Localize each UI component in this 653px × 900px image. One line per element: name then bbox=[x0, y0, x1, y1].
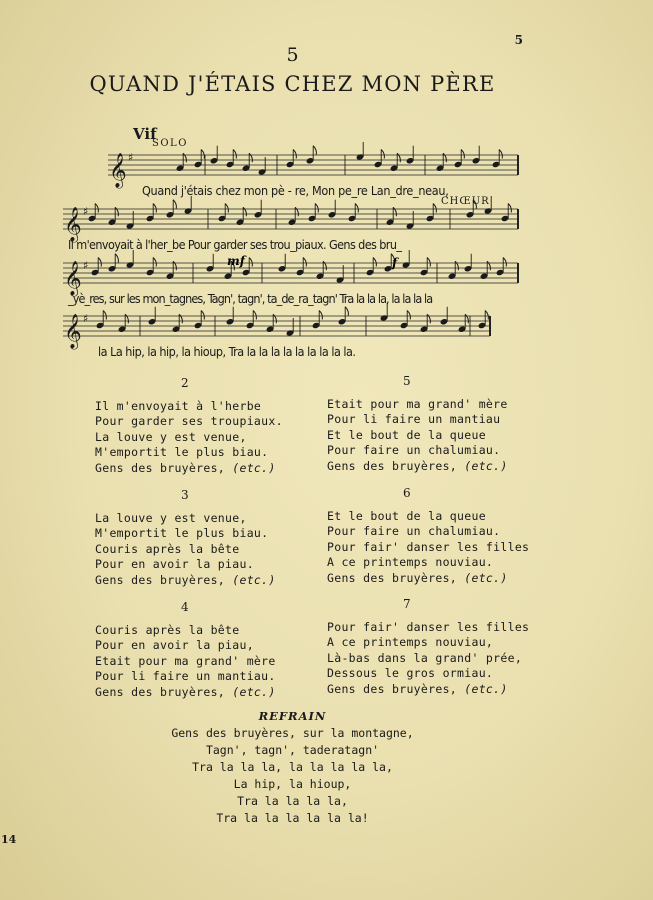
note-flag bbox=[249, 258, 252, 267]
refrain-line: La hip, la hioup, bbox=[233, 777, 352, 791]
stanza-number: 6 bbox=[403, 486, 411, 500]
lyric-line-3: _yè_res, sur les mon_tagnes, Tagn', tagn', ta_de_ra_tagn' Tra la la la, la la la la bbox=[68, 291, 433, 306]
note-flag bbox=[313, 146, 316, 155]
refrain-line: Tra la la la, la la la la la, bbox=[192, 760, 393, 774]
note-flag bbox=[303, 258, 306, 267]
tempo-marking: Vif bbox=[133, 125, 157, 143]
note-flag bbox=[427, 258, 430, 267]
treble-clef-icon: 𝄞 bbox=[109, 153, 127, 188]
lyric-line-4: la La hip, la hip, la hioup, Tra la la la la la la la la la. bbox=[98, 344, 356, 359]
key-signature-sharp-icon: ♯ bbox=[83, 205, 89, 218]
treble-clef-icon: 𝄞 bbox=[64, 207, 82, 242]
stanza-6: 6 Et le bout de la queue Pour faire un chalumiau. Pour fair' danser les filles A ce printemps nouviau. Gens des bruyères, (etc.) bbox=[327, 486, 530, 585]
note-flag bbox=[253, 311, 256, 320]
song-title: QUAND J'ÉTAIS CHEZ MON PÈRE bbox=[89, 72, 496, 96]
refrain-line: Gens des bruyères, sur la montagne, bbox=[171, 726, 414, 740]
key-signature-sharp-icon: ♯ bbox=[83, 259, 89, 272]
note-flag bbox=[381, 150, 384, 159]
note-flag bbox=[503, 258, 506, 267]
note-flag bbox=[233, 150, 236, 159]
refrain-line: Tra la la la la, bbox=[237, 794, 348, 808]
note-flag bbox=[373, 258, 376, 267]
note-flag bbox=[473, 200, 476, 209]
note-flag bbox=[485, 311, 488, 320]
note-flag bbox=[319, 311, 322, 320]
note-flag bbox=[355, 204, 358, 213]
note-flag bbox=[345, 307, 348, 316]
f-dynamic: f bbox=[392, 256, 398, 270]
chorus-label: CHŒUR bbox=[441, 196, 490, 207]
note-flag bbox=[315, 204, 318, 213]
refrain-title: REFRAIN bbox=[258, 709, 327, 723]
note-flag bbox=[153, 204, 156, 213]
lyric-line-2: Il m'envoyait à l'her_be Pour garder ses trou_piaux. Gens des bru_ bbox=[68, 237, 402, 252]
note-flag bbox=[225, 204, 228, 213]
stanza-4: 4 Couris après la bête Pour en avoir la piau, Etait pour ma grand' mère Pour li faire un mantiau. Gens des bruyères, (etc.) bbox=[95, 600, 276, 699]
stanza-7: 7 Pour fair' danser les filles A ce printemps nouviau, Là-bas dans la grand' prée, Dessous le gros ormiau. Gens des bruyères, (etc.) bbox=[327, 597, 530, 696]
note-flag bbox=[293, 150, 296, 159]
refrain bbox=[0, 708, 585, 827]
note-flag bbox=[433, 204, 436, 213]
refrain-line: Tagn', tagn', taderatagn' bbox=[205, 743, 380, 757]
note-flag bbox=[499, 150, 502, 159]
note-flag bbox=[153, 258, 156, 267]
key-signature-sharp-icon: ♯ bbox=[128, 151, 134, 164]
note-flag bbox=[103, 311, 106, 320]
stanza-2: 2 Il m'envoyait à l'herbe Pour garder ses troupiaux. La louve y est venue, M'emportit le plus biau. Gens des bruyères, (etc.) bbox=[95, 376, 283, 475]
key-signature-sharp-icon: ♯ bbox=[83, 312, 89, 325]
treble-clef-icon: 𝄞 bbox=[64, 314, 82, 349]
margin-mark: 14 bbox=[1, 833, 17, 846]
note-flag bbox=[407, 311, 410, 320]
stanza-number: 2 bbox=[181, 376, 189, 390]
stanza-number: 4 bbox=[181, 600, 189, 614]
note-flag bbox=[508, 204, 511, 213]
note-flag bbox=[115, 254, 118, 263]
stanza-number: 3 bbox=[181, 488, 189, 502]
stanza-3: 3 La louve y est venue, M'emportit le plus biau. Couris après la bête Pour en avoir la piau. Gens des bruyères, (etc.) bbox=[95, 488, 276, 587]
note-flag bbox=[461, 150, 464, 159]
note-flag bbox=[98, 258, 101, 267]
treble-clef-icon: 𝄞 bbox=[64, 261, 82, 296]
refrain-line: Tra la la la la la la! bbox=[216, 811, 369, 825]
stanza-number: 7 bbox=[403, 597, 411, 611]
mf-dynamic: mf bbox=[227, 254, 245, 268]
song-number: 5 bbox=[286, 44, 299, 66]
corner-page-number: 5 bbox=[514, 33, 523, 47]
stanza-number: 5 bbox=[403, 374, 411, 388]
note-flag bbox=[201, 311, 204, 320]
stanza-5: 5 Etait pour ma grand' mère Pour li faire un mantiau Et le bout de la queue Pour faire un chalumiau. Gens des bruyères, (etc.) bbox=[327, 374, 508, 473]
note-flag bbox=[201, 150, 204, 159]
lyric-line-1: Quand j'étais chez mon pè - re, Mon pe_re Lan_dre_neau, bbox=[142, 183, 449, 198]
note-flag bbox=[173, 200, 176, 209]
note-flag bbox=[95, 204, 98, 213]
solo-label: SOLO bbox=[152, 138, 188, 149]
